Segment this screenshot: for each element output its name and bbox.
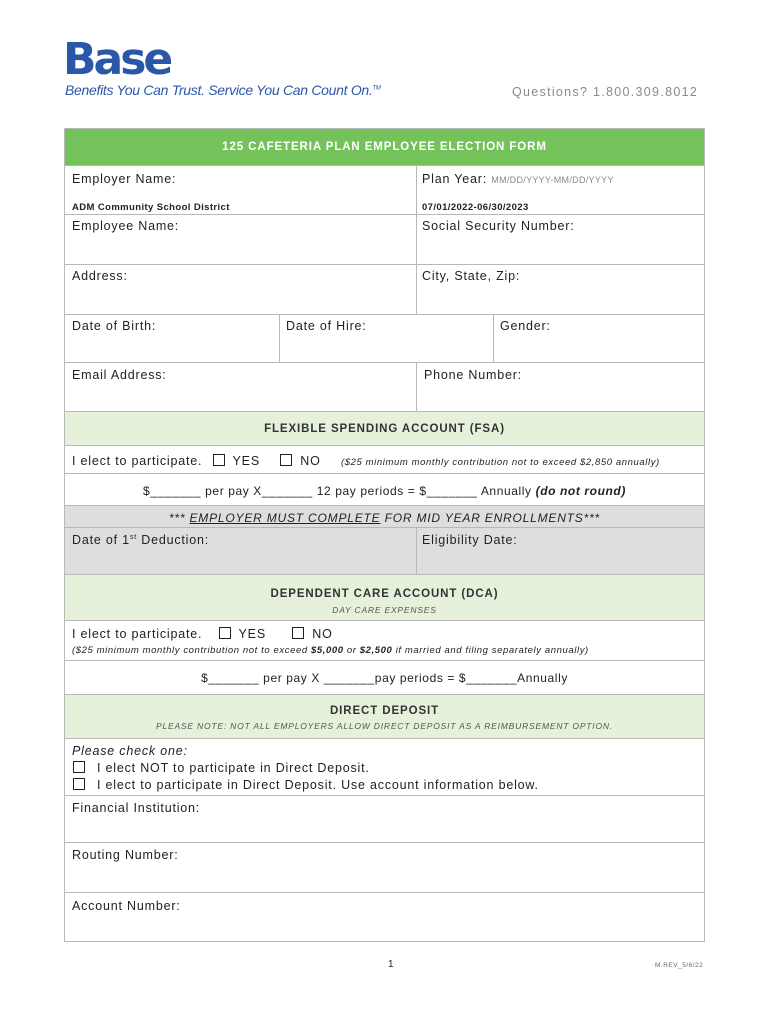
form-title: 125 CAFETERIA PLAN EMPLOYEE ELECTION FORM <box>222 141 547 153</box>
employee-row <box>65 215 704 265</box>
ssn-label: Social Security Number: <box>422 219 575 233</box>
dca-participate-row <box>65 621 704 661</box>
fsa-no-label: NO <box>300 454 321 468</box>
dd-opt-in-checkbox[interactable] <box>73 778 85 790</box>
address-row <box>65 265 704 315</box>
fsa-minimum-note: ($25 minimum monthly contribution not to exceed $2,850 annually) <box>341 457 660 468</box>
employer-note: *** EMPLOYER MUST COMPLETE FOR MID YEAR ENROLLMENTS*** <box>168 511 601 525</box>
gender-label: Gender: <box>500 319 551 333</box>
city-state-zip-label: City, State, Zip: <box>422 269 521 283</box>
employee-name-label: Employee Name: <box>72 219 180 233</box>
fsa-calc-text: $_______ per pay X_______ 12 pay periods = $_______ Annually <box>143 484 532 498</box>
form-title-bar <box>65 129 704 166</box>
dca-calc-row <box>65 661 704 695</box>
fsa-title: FLEXIBLE SPENDING ACCOUNT (FSA) <box>264 423 505 435</box>
eligibility-date-label[interactable]: Eligibility Date: <box>422 533 518 547</box>
employee-name-field[interactable] <box>65 215 416 264</box>
dd-opt-out-checkbox[interactable] <box>73 761 85 773</box>
dca-participate-label: I elect to participate. <box>72 627 203 641</box>
direct-deposit-title: DIRECT DEPOSIT <box>329 705 440 717</box>
doh-label: Date of Hire: <box>286 319 367 333</box>
dca-yes-checkbox[interactable] <box>219 627 231 639</box>
plan-year-format: MM/DD/YYYY-MM/DD/YYYY <box>491 175 614 185</box>
fsa-participate-row <box>65 446 704 474</box>
dca-no-label: NO <box>312 627 333 641</box>
email-label: Email Address: <box>72 368 167 382</box>
dd-opt-out-label: I elect NOT to participate in Direct Deposit. <box>97 761 370 775</box>
gender-field[interactable] <box>493 315 704 362</box>
fsa-yes-label: YES <box>232 454 260 468</box>
direct-deposit-subtitle: PLEASE NOTE: NOT ALL EMPLOYERS ALLOW DIRECT DEPOSIT AS A REIMBURSEMENT OPTION. <box>156 721 613 731</box>
dob-field[interactable] <box>65 315 279 362</box>
routing-number-label: Routing Number: <box>72 848 179 862</box>
plan-year-value: 07/01/2022-06/30/2023 <box>422 202 529 213</box>
birth-hire-row <box>65 315 704 363</box>
dca-no-checkbox[interactable] <box>292 627 304 639</box>
plan-year-label: Plan Year: <box>422 172 487 186</box>
dca-title: DEPENDENT CARE ACCOUNT (DCA) <box>270 588 499 600</box>
account-number-field[interactable] <box>65 893 704 941</box>
logo-tagline: Benefits You Can Trust. Service You Can Count On.™ <box>65 82 381 98</box>
dob-label: Date of Birth: <box>72 319 157 333</box>
ssn-field[interactable] <box>416 215 704 264</box>
questions-phone: Questions? 1.800.309.8012 <box>512 85 699 99</box>
employer-row <box>65 166 704 215</box>
page-number: 1 <box>388 959 394 970</box>
fsa-header <box>65 412 704 446</box>
dd-opt-in-label: I elect to participate in Direct Deposit. Use account information below. <box>97 778 539 792</box>
employer-name-field[interactable] <box>65 166 416 214</box>
phone-label: Phone Number: <box>424 368 522 382</box>
trademark: TM <box>372 85 381 92</box>
financial-institution-label: Financial Institution: <box>72 801 201 815</box>
employer-name-label: Employer Name: <box>72 172 177 186</box>
fsa-calc <box>65 484 704 498</box>
dca-calc: $_______ per pay X _______pay periods = $_______Annually <box>201 671 568 685</box>
employer-name-value: ADM Community School District <box>72 202 230 213</box>
fsa-do-not-round: (do not round) <box>535 484 626 498</box>
financial-institution-field[interactable] <box>65 796 704 843</box>
revision-code: M.REV_5/6/22 <box>655 962 704 969</box>
first-deduction-label[interactable]: Date of 1st Deduction: <box>72 533 210 547</box>
fsa-yes-checkbox[interactable] <box>213 454 225 466</box>
address-label: Address: <box>72 269 128 283</box>
fsa-participate-label: I elect to participate. <box>72 454 203 468</box>
dca-minimum-note: ($25 minimum monthly contribution not to exceed $5,000 or $2,500 if married and filing separately annually) <box>72 645 589 656</box>
doh-field[interactable] <box>279 315 493 362</box>
plan-year-field[interactable] <box>416 166 704 214</box>
dca-subtitle: DAY CARE EXPENSES <box>332 605 437 615</box>
logo-wordmark: Base <box>63 34 171 85</box>
fsa-calc-row <box>65 474 704 506</box>
dca-yes-label: YES <box>238 627 266 641</box>
direct-deposit-header <box>65 695 704 739</box>
email-field[interactable] <box>65 363 416 411</box>
fsa-no-checkbox[interactable] <box>280 454 292 466</box>
city-state-zip-field[interactable] <box>416 265 704 314</box>
election-form <box>64 128 705 942</box>
contact-row <box>65 363 704 412</box>
employer-complete-section <box>65 506 704 575</box>
account-number-label: Account Number: <box>72 899 181 913</box>
dca-header <box>65 575 704 621</box>
direct-deposit-options <box>65 739 704 796</box>
check-one-label: Please check one: <box>72 744 188 758</box>
phone-field[interactable] <box>416 363 704 411</box>
address-field[interactable] <box>65 265 416 314</box>
routing-number-field[interactable] <box>65 843 704 893</box>
